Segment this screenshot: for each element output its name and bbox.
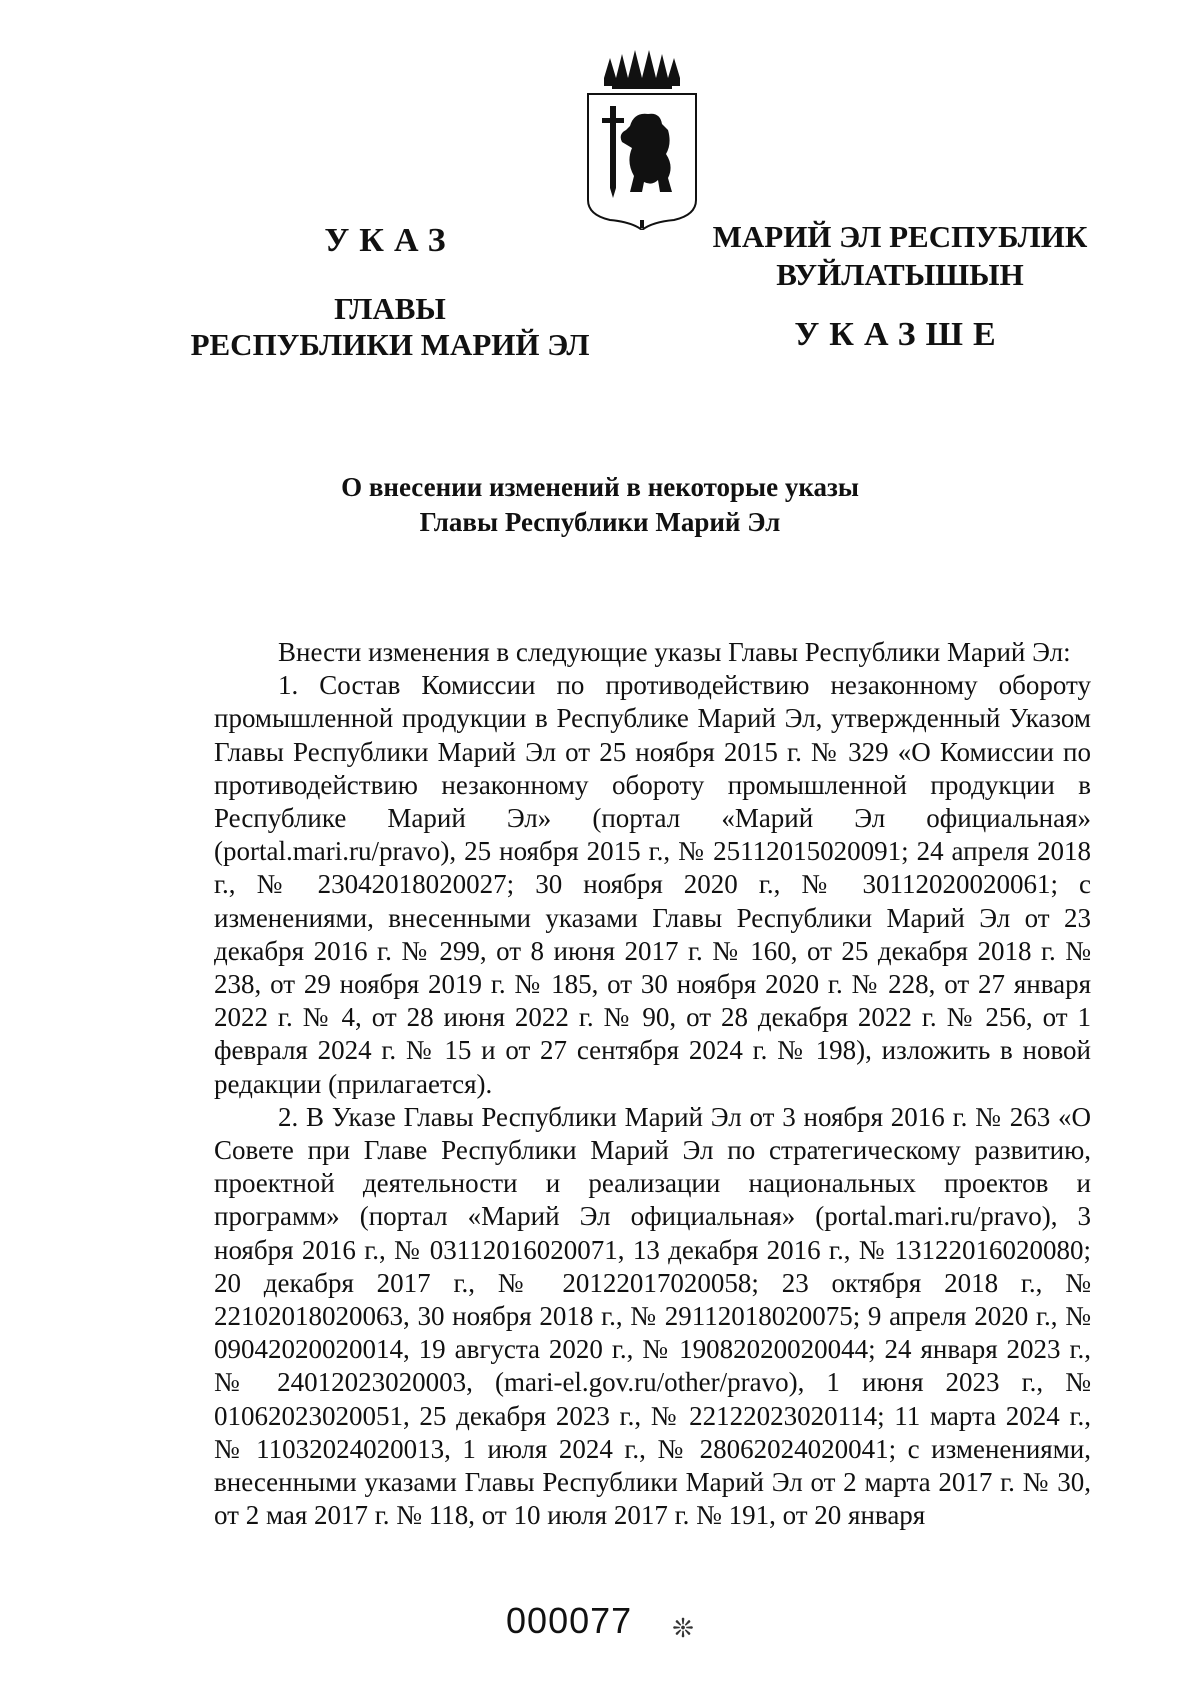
- body-item-2-paragraph: 2. В Указе Главы Республики Марий Эл от 3 ноября 2016 г. № 263 «О Совете при Главе Республики Марий Эл по стратегическому развитию, проектной деятельности и реализации национальных проектов и программ» (портал «Марий Эл официальная» (portal.mari.ru/pravo), 3 ноября 2016 г., № 03112016020071, 13 декабря 2016 г., № 13122016020080; 20 декабря 2017 г., № 20122017020058; 23 октября 2018 г., № 22102018020063, 30 ноября 2018 г., № 29112018020075; 9 апреля 2020 г., № 09042020020014, 19 августа 2020 г., № 19082020020044; 24 января 2023 г., № 24012023020003, (mari-el.gov.ru/other/pravo), 1 июня 2023 г., № 01062023020051, 25 декабря 2023 г., № 22122023020114; 11 марта 2024 г., № 11032024020013, 1 июля 2024 г., № 28062024020041; с изменениями, внесенными указами Главы Республики Марий Эл от 2 марта 2017 г. № 30, от 2 мая 2017 г. № 118, от 10 июля 2017 г. № 191, от 20 января: [214, 1101, 1091, 1531]
- footer: [0, 1600, 1200, 1644]
- coat-of-arms-icon: [582, 50, 702, 230]
- issuer-mari-line-2: ВУЙЛАТЫШЫН: [776, 257, 1024, 292]
- document-body: [214, 636, 1091, 1532]
- body-item-1-paragraph: 1. Состав Комиссии по противодействию незаконному обороту промышленной продукции в Республике Марий Эл, утвержденный Указом Главы Республики Марий Эл от 25 ноября 2015 г. № 329 «О Комиссии по противодействию незаконному обороту промышленной продукции в Республике Марий Эл» (портал «Марий Эл официальная» (portal.mari.ru/pravo), 25 ноября 2015 г., № 25112015020091; 24 апреля 2018 г., № 23042018020027; 30 ноября 2020 г., № 30112020020061; с изменениями, внесенными указами Главы Республики Марий Эл от 23 декабря 2016 г. № 299, от 8 июня 2017 г. № 160, от 25 декабря 2018 г. № 238, от 29 ноября 2019 г. № 185, от 30 ноября 2020 г. № 228, от 27 января 2022 г. № 4, от 28 июня 2022 г. № 90, от 28 декабря 2022 г. № 256, от 1 февраля 2024 г. № 15 и от 27 сентября 2024 г. № 198), изложить в новой редакции (прилагается).: [214, 670, 1091, 1099]
- body-intro-paragraph: Внести изменения в следующие указы Главы Республики Марий Эл:: [278, 637, 1071, 667]
- issuer-line-1: ГЛАВЫ: [334, 291, 446, 326]
- issuer-mari-line-1: МАРИЙ ЭЛ РЕСПУБЛИК: [712, 219, 1088, 254]
- document-heading-line-2: Главы Республики Марий Эл: [419, 507, 781, 537]
- decree-title-ru: УКАЗ: [324, 222, 456, 259]
- document-serial-number: 000077: [506, 1600, 633, 1641]
- decree-title-mari: УКАЗШЕ: [794, 316, 1006, 353]
- document-heading-line-1: О внесении изменений в некоторые указы: [341, 472, 859, 502]
- document-heading: [150, 470, 1050, 540]
- snowflake-mark-icon: ❊: [672, 1614, 694, 1644]
- issuer-line-2: РЕСПУБЛИКИ МАРИЙ ЭЛ: [190, 327, 590, 362]
